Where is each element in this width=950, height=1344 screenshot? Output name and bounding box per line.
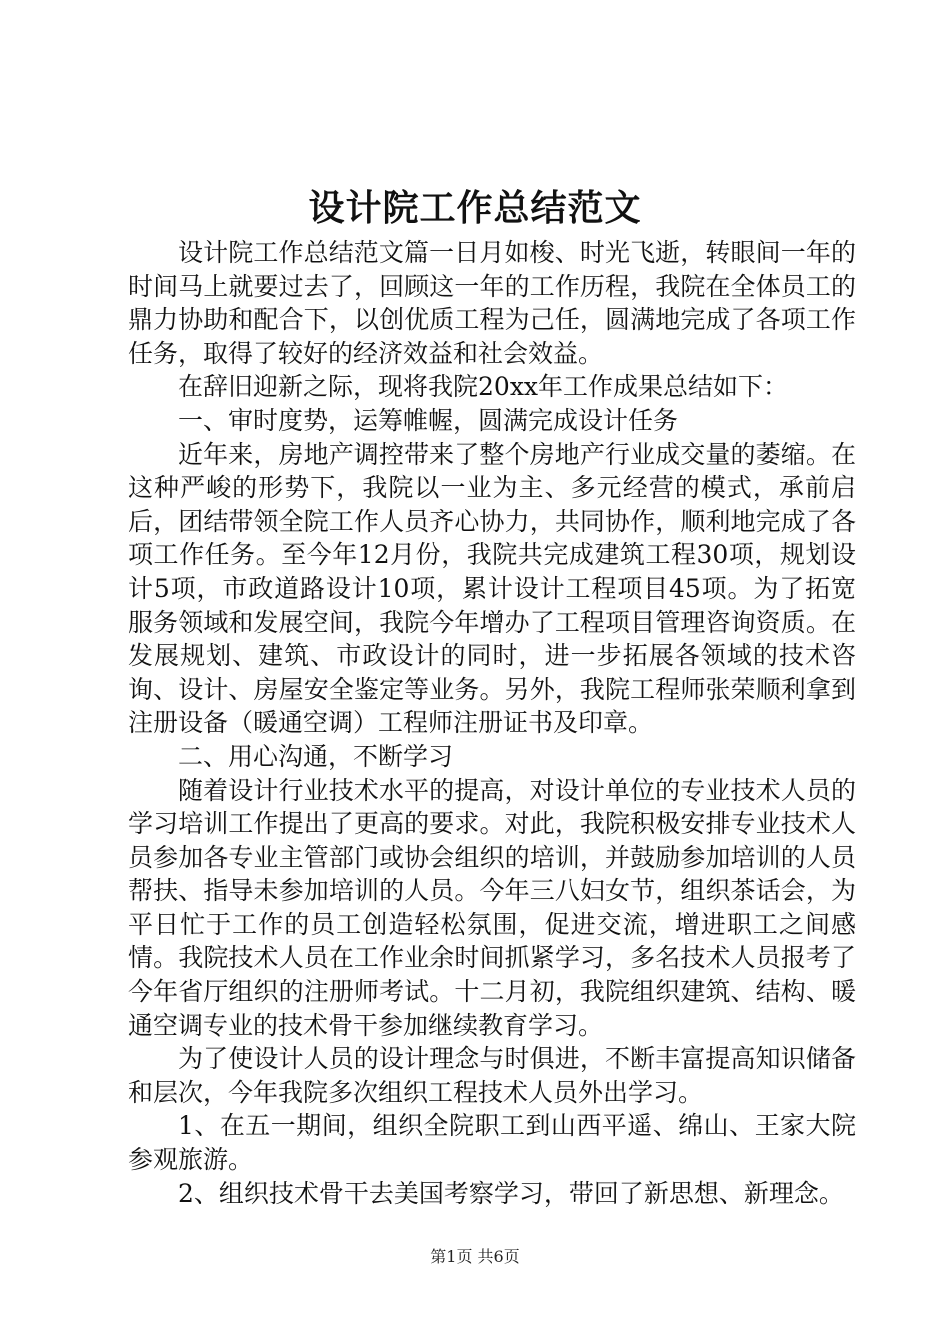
section-heading-1: 一、审时度势，运筹帷幄，圆满完成设计任务 [178,405,679,435]
page-number: 第1页 共6页 [430,1247,520,1266]
paragraph-section-2: 随着设计行业技术水平的提高，对设计单位的专业技术人员的学习培训工作提出了更高的要求。对此，我院积极安排专业技术人员参加各专业主管部门或协会组织的培训，并鼓励参加培训的人员帮扶、指导未参加培训的人员。今年三八妇女节，组织茶话会，为平日忙于工作的员工创造轻松氛围，促进交流，增进职工之间感情。我院技术人员在工作业余时间抓紧学习，多名技术人员报考了今年省厅组织的注册师考试。十二月初，我院组织建筑、结构、暖通空调专业的技术骨干参加继续教育学习。 [128,775,856,1040]
paragraph-study-trips: 为了使设计人员的设计理念与时俱进，不断丰富提高知识储备和层次，今年我院多次组织工程技术人员外出学习。 [128,1044,856,1107]
paragraph-intro: 设计院工作总结范文篇一日月如梭、时光飞逝，转眼间一年的时间马上就要过去了，回顾这一年的工作历程，我院在全体员工的鼎力协助和配合下，以创优质工程为己任，圆满地完成了各项工作任务，取得了较好的经济效益和社会效益。 [128,238,856,368]
section-heading-2: 二、用心沟通，不断学习 [178,741,454,771]
paragraph-summary-lead: 在辞旧迎新之际，现将我院20xx年工作成果总结如下： [178,372,789,402]
document-body [128,236,856,1210]
list-item-2: 2、组织技术骨干去美国考察学习，带回了新思想、新理念。 [178,1178,844,1208]
paragraph-section-1: 近年来，房地产调控带来了整个房地产行业成交量的萎缩。在这种严峻的形势下，我院以一业为主、多元经营的模式，承前启后，团结带领全院工作人员齐心协力，共同协作，顺利地完成了各项工作任务。至今年12月份，我院共完成建筑工程30项，规划设计5项，市政道路设计10项，累计设计工程项目45项。为了拓宽服务领域和发展空间，我院今年增办了工程项目管理咨询资质。在发展规划、建筑、市政设计的同时，进一步拓展各领域的技术咨询、设计、房屋安全鉴定等业务。另外，我院工程师张荣顺利拿到注册设备（暖通空调）工程师注册证书及印章。 [128,439,856,738]
list-item-1: 1、在五一期间，组织全院职工到山西平遥、绵山、王家大院参观旅游。 [128,1111,856,1175]
document-title: 设计院工作总结范文 [308,187,642,229]
